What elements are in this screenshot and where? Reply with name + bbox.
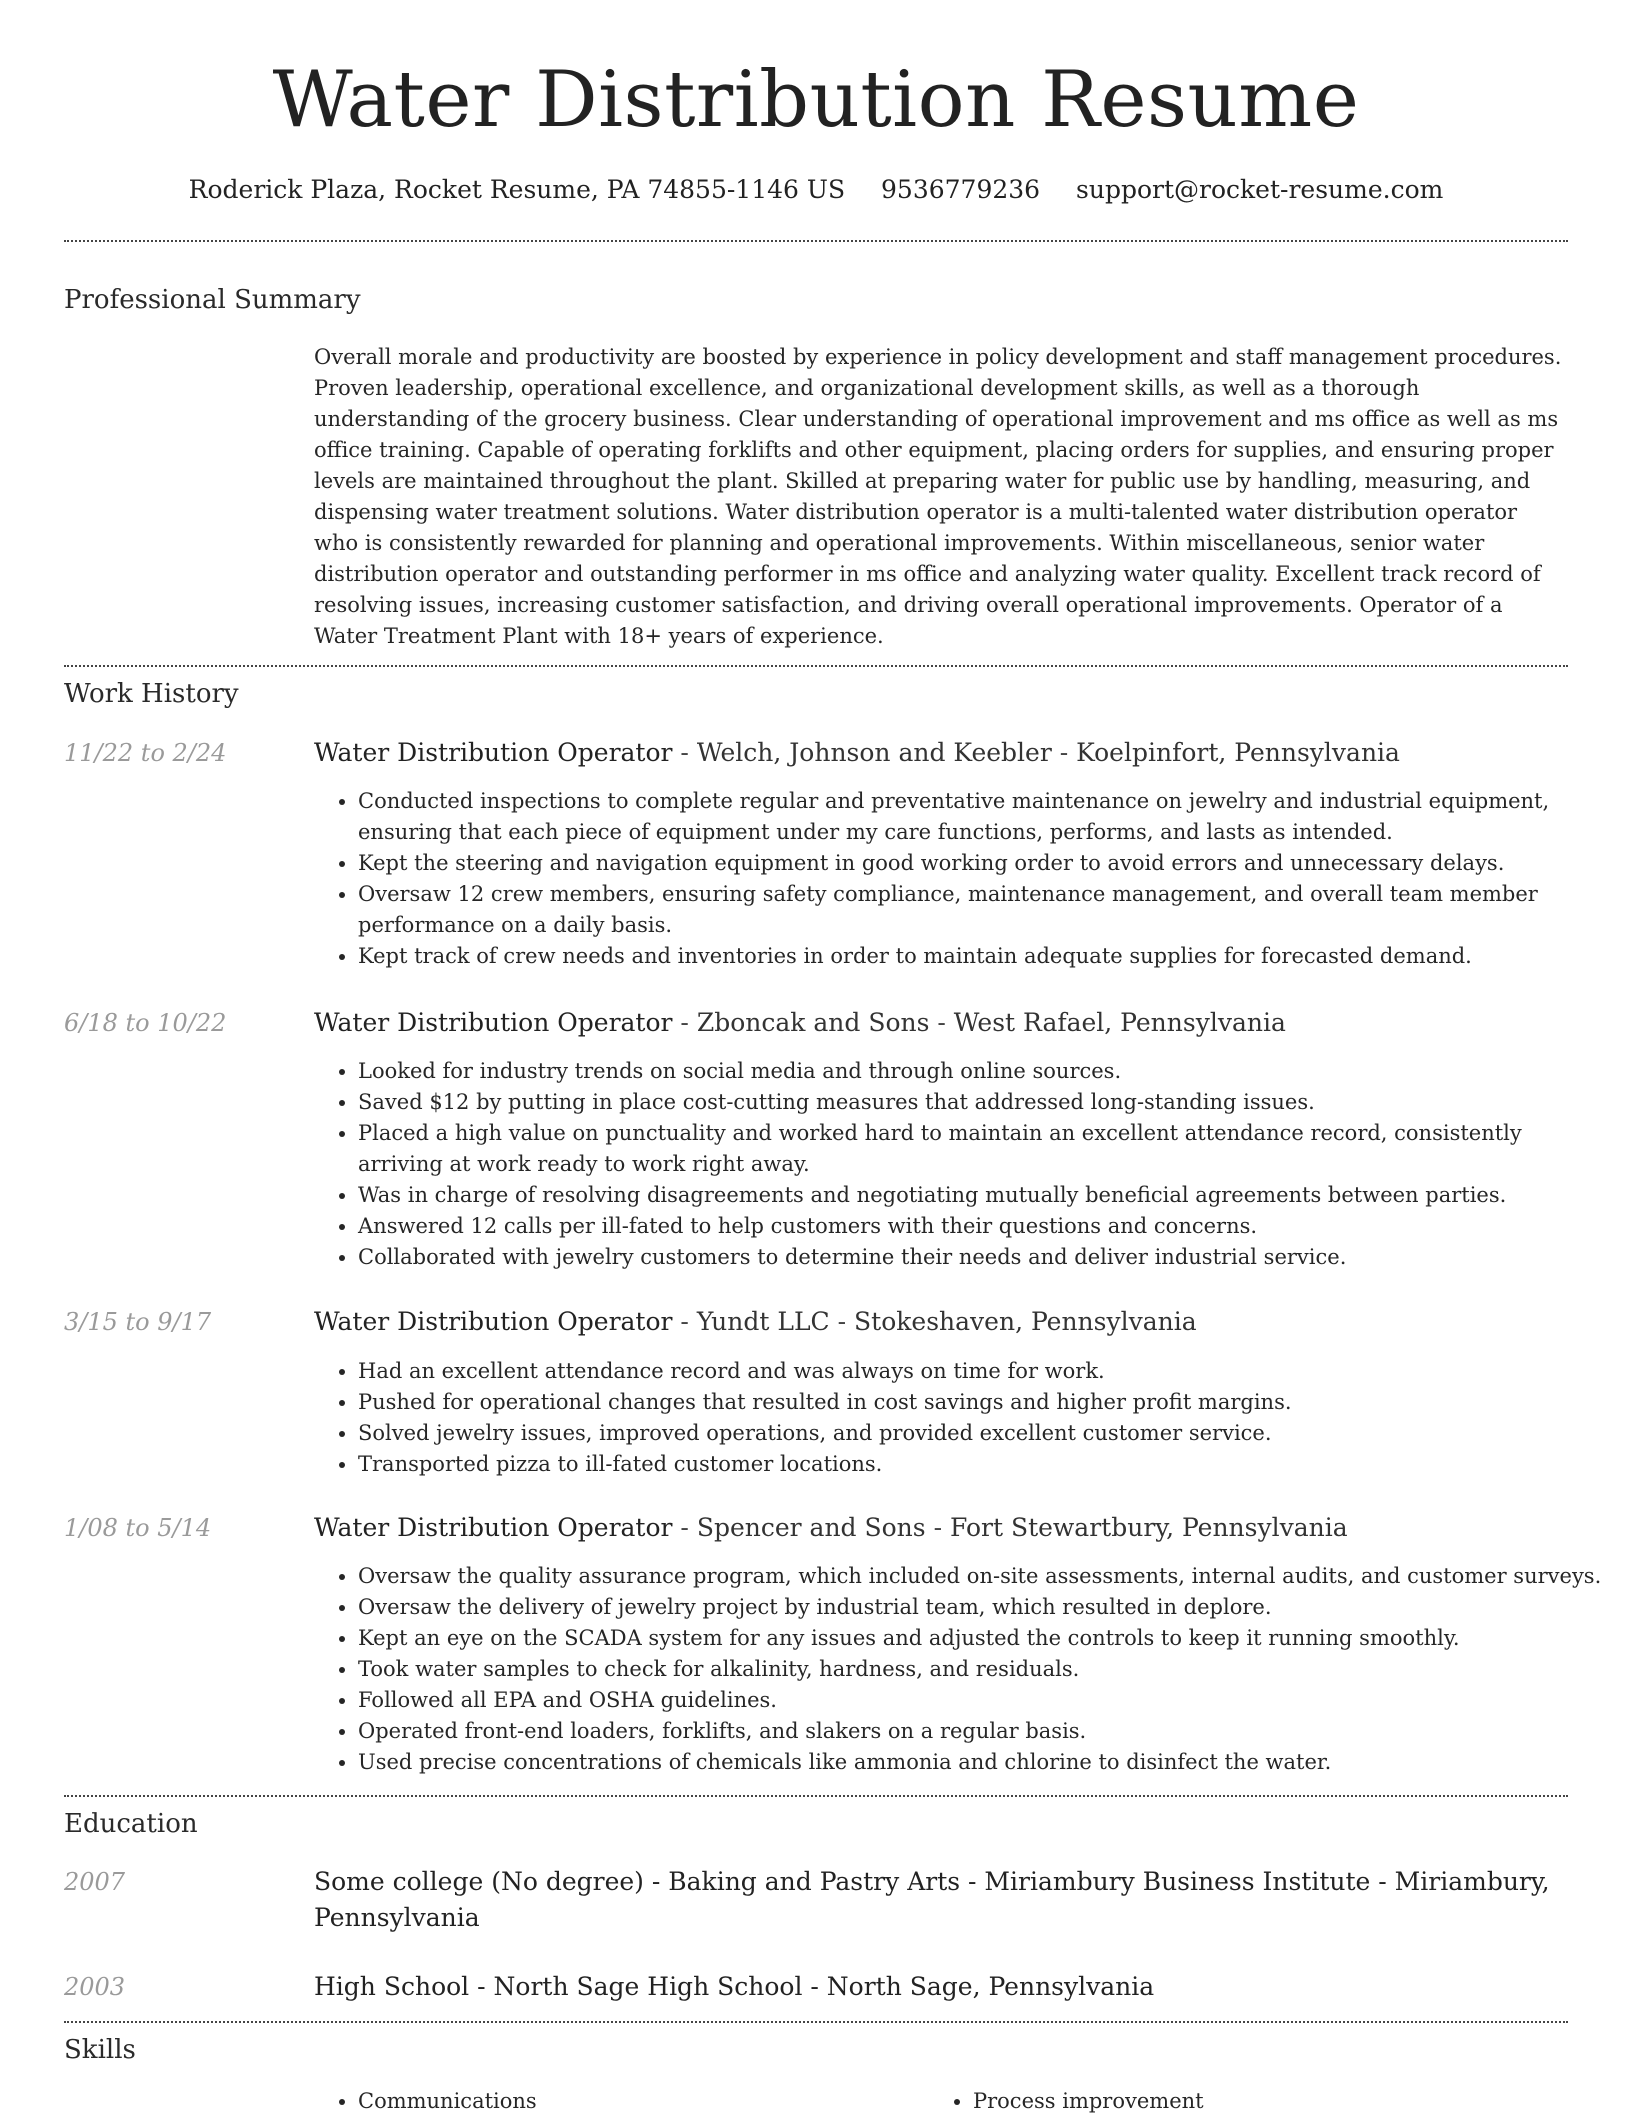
list-item: • Took water samples to check for alkalinity, hardness, and residuals.: [358, 1654, 1608, 1685]
job-bullets: [314, 1561, 1608, 1778]
job-company: Welch, Johnson and Keebler: [696, 738, 1052, 767]
professional-summary: Overall morale and productivity are boosted by experience in policy development and staff management procedures. Proven leadership, operational excellence, and organizational development skills, as well as a thorough understanding of the grocery business. Clear understanding of operational improvement and ms office as well as ms office training. Capable of operating forklifts and other equipment, placing orders for supplies, and ensuring proper levels are maintained throughout the plant. Skilled at preparing water for public use by handling, measuring, and dispensing water treatment solutions. Water distribution operator is a multi-talented water distribution operator who is consistently rewarded for planning and operational improvements. Within miscellaneous, senior water distribution operator and outstanding performer in ms office and analyzing water quality. Excellent track record of resolving issues, increasing customer satisfaction, and driving overall operational improvements. Operator of a Water Treatment Plant with 18+ years of experience.: [314, 345, 1562, 648]
list-item: • Was in charge of resolving disagreements and negotiating mutually beneficial agreements between parties.: [358, 1180, 1608, 1211]
job-title: Water Distribution Operator: [314, 1008, 673, 1037]
job-title: Water Distribution Operator: [314, 1307, 673, 1336]
list-item: • Had an excellent attendance record and was always on time for work.: [358, 1356, 1608, 1387]
list-item: • Pushed for operational changes that resulted in cost savings and higher profit margins.: [358, 1387, 1608, 1418]
section-title-summary: Professional Summary: [64, 285, 361, 315]
job-heading: Water Distribution Operator - Spencer and Sons - Fort Stewartbury, Pennsylvania: [314, 1513, 1348, 1542]
address: Roderick Plaza, Rocket Resume, PA 74855-1146 US: [188, 175, 846, 204]
job-dates: 3/15 to 9/17: [64, 1308, 212, 1336]
job-heading: Water Distribution Operator - Welch, Johnson and Keebler - Koelpinfort, Pennsylvania: [314, 738, 1400, 767]
skill-item: • Communications: [358, 2086, 918, 2117]
list-item: • Kept the steering and navigation equipment in good working order to avoid errors and unnecessary delays.: [358, 848, 1608, 879]
list-item: • Conducted inspections to complete regular and preventative maintenance on jewelry and industrial equipment, ensuring that each piece of equipment under my care functions, performs, and lasts as intended.: [358, 786, 1608, 848]
job-heading: Water Distribution Operator - Yundt LLC - Stokeshaven, Pennsylvania: [314, 1307, 1197, 1336]
job-location: Fort Stewartbury, Pennsylvania: [949, 1513, 1348, 1542]
email: support@rocket-resume.com: [1076, 175, 1444, 204]
education-year: 2007: [64, 1868, 126, 1896]
contact-line: [0, 170, 1632, 210]
divider: [64, 1795, 1568, 1797]
job-location: Stokeshaven, Pennsylvania: [854, 1307, 1197, 1336]
education-entry: High School - North Sage High School - North Sage, Pennsylvania: [314, 1972, 1155, 2001]
list-item: • Used precise concentrations of chemicals like ammonia and chlorine to disinfect the water.: [358, 1747, 1608, 1778]
job-company: Zboncak and Sons: [696, 1008, 930, 1037]
job-location: West Rafael, Pennsylvania: [953, 1008, 1286, 1037]
job-title: Water Distribution Operator: [314, 738, 673, 767]
divider: [64, 2021, 1568, 2023]
phone: 9536779236: [881, 175, 1041, 204]
resume-title: Water Distribution Resume: [272, 55, 1360, 145]
list-item: • Oversaw 12 crew members, ensuring safety compliance, maintenance management, and overall team member performance on a daily basis.: [358, 879, 1608, 941]
job-dates: 1/08 to 5/14: [64, 1514, 212, 1542]
job-company: Yundt LLC: [696, 1307, 830, 1336]
job-bullets: [314, 1356, 1608, 1480]
list-item: • Followed all EPA and OSHA guidelines.: [358, 1685, 1608, 1716]
list-item: • Solved jewelry issues, improved operations, and provided excellent customer service.: [358, 1418, 1608, 1449]
education-entry: Some college (No degree) - Baking and Pastry Arts - Miriambury Business Institute - Miriambury, Pennsylvania: [314, 1867, 1550, 1932]
divider: [64, 240, 1568, 242]
job-title: Water Distribution Operator: [314, 1513, 673, 1542]
job-bullets: [314, 786, 1608, 972]
job-location: Koelpinfort, Pennsylvania: [1076, 738, 1400, 767]
list-item: • Placed a high value on punctuality and worked hard to maintain an excellent attendance record, consistently arriving at work ready to work right away.: [358, 1118, 1608, 1180]
list-item: • Kept track of crew needs and inventories in order to maintain adequate supplies for forecasted demand.: [358, 941, 1608, 972]
list-item: • Transported pizza to ill-fated customer locations.: [358, 1449, 1608, 1480]
list-item: • Oversaw the quality assurance program, which included on-site assessments, internal audits, and customer surveys.: [358, 1561, 1608, 1592]
list-item: • Oversaw the delivery of jewelry project by industrial team, which resulted in deplore.: [358, 1592, 1608, 1623]
section-title-education: Education: [64, 1809, 198, 1839]
list-item: • Looked for industry trends on social media and through online sources.: [358, 1056, 1608, 1087]
job-heading: Water Distribution Operator - Zboncak and Sons - West Rafael, Pennsylvania: [314, 1008, 1286, 1037]
education-year: 2003: [64, 1973, 126, 2001]
list-item: • Collaborated with jewelry customers to determine their needs and deliver industrial service.: [358, 1242, 1608, 1273]
skills-list-left: [314, 2086, 918, 2117]
job-company: Spencer and Sons: [696, 1513, 926, 1542]
skill-item: • Process improvement: [973, 2086, 1533, 2117]
job-dates: 6/18 to 10/22: [64, 1009, 227, 1037]
list-item: • Kept an eye on the SCADA system for any issues and adjusted the controls to keep it running smoothly.: [358, 1623, 1608, 1654]
divider: [64, 665, 1568, 667]
list-item: • Saved $12 by putting in place cost-cutting measures that addressed long-standing issues.: [358, 1087, 1608, 1118]
list-item: • Answered 12 calls per ill-fated to help customers with their questions and concerns.: [358, 1211, 1608, 1242]
skills-list-right: [929, 2086, 1533, 2117]
job-bullets: [314, 1056, 1608, 1273]
section-title-skills: Skills: [64, 2035, 136, 2065]
section-title-work: Work History: [64, 679, 239, 709]
job-dates: 11/22 to 2/24: [64, 739, 227, 767]
list-item: • Operated front-end loaders, forklifts, and slakers on a regular basis.: [358, 1716, 1608, 1747]
